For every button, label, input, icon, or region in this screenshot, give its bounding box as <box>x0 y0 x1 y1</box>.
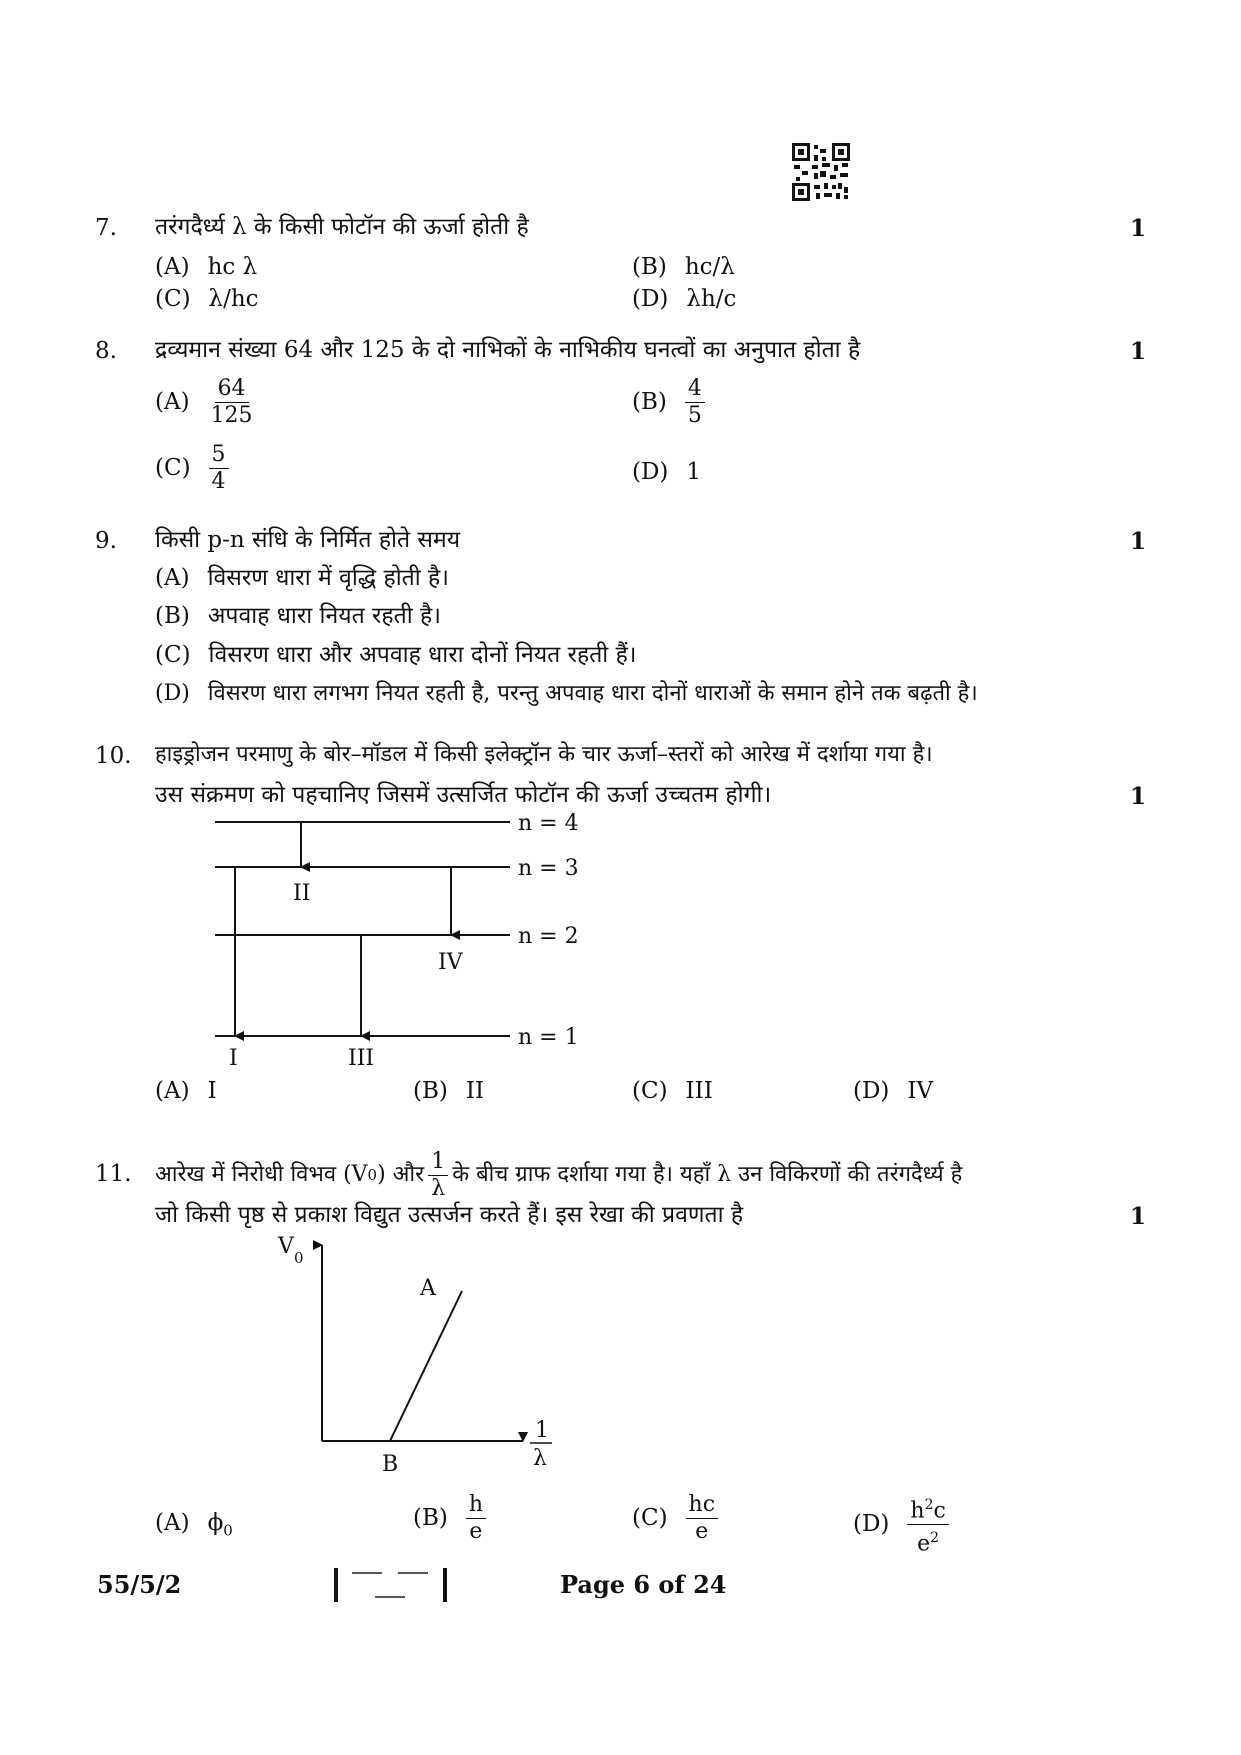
q11-option-a: (A) $\phi_0$ <box>155 1510 233 1540</box>
question-11-number: 11. <box>95 1161 132 1187</box>
point-a-label: A <box>420 1276 436 1301</box>
x-axis-label-num: 1 <box>535 1418 549 1443</box>
level-label-n1: n = 1 <box>518 1025 579 1050</box>
q8-option-a: (A) $\frac{64}{125}$ <box>155 376 253 428</box>
question-11-line2: जो किसी पृष्ठ से प्रकाश विद्युत उत्सर्जन करते हैं। इस रेखा की प्रवणता है <box>155 1202 744 1228</box>
graph-line-ab <box>390 1291 462 1441</box>
transition-label-I: I <box>229 1046 238 1071</box>
question-7-number: 7. <box>95 215 117 241</box>
energy-level-diagram <box>200 810 600 1085</box>
transition-label-III: III <box>348 1046 375 1071</box>
page-number: Page 6 of 24 <box>560 1570 727 1599</box>
transition-label-II: II <box>293 881 311 906</box>
q7-option-d: (D) λh/c <box>632 286 737 312</box>
q11-option-b: (B) $\frac{h}{e}$ <box>413 1492 486 1545</box>
q10-option-b: (B) II <box>413 1078 485 1104</box>
q7-option-a: (A) hc λ <box>155 254 258 280</box>
point-b-label: B <box>382 1452 399 1477</box>
question-11-line1: आरेख में निरोधी विभव (V 0 ) और $\frac{1}{\lambda}$ के बीच ग्राफ दर्शाया गया है। यहाँ λ उन विकिरणों की तरंगदैर्ध्य है <box>155 1148 963 1201</box>
q9-option-b: (B) अपवाह धारा नियत रहती है। <box>155 603 441 629</box>
transition-label-IV: IV <box>438 950 463 975</box>
question-11-marks: 1 <box>1130 1203 1147 1230</box>
stopping-potential-graph <box>270 1225 570 1480</box>
q8-option-c: (C) $\frac{5}{4}$ <box>155 442 229 495</box>
y-axis-subscript: 0 <box>294 1249 304 1267</box>
question-8-text: द्रव्यमान संख्या 64 और 125 के दो नाभिकों के नाभिकीय घनत्वों का अनुपात होता है <box>155 337 861 363</box>
paper-code: 55/5/2 <box>97 1570 182 1599</box>
question-10-marks: 1 <box>1130 783 1147 810</box>
barcode-mark <box>332 1566 452 1604</box>
question-8-number: 8. <box>95 338 117 364</box>
q11-option-c: (C) $\frac{hc}{e}$ <box>632 1492 718 1545</box>
x-axis-label-den: λ <box>533 1446 547 1471</box>
q7-option-b: (B) hc/λ <box>632 254 735 280</box>
q11-option-d: (D) $\frac{h^2c}{e^2}$ <box>853 1492 949 1558</box>
question-8-marks: 1 <box>1130 338 1147 365</box>
y-axis-label: V <box>278 1234 294 1259</box>
question-9-number: 9. <box>95 528 117 554</box>
q9-option-d: (D) विसरण धारा लगभग नियत रहती है, परन्तु अपवाह धारा दोनों धाराओं के समान होने तक बढ़ती है। <box>155 681 978 706</box>
question-10-line2: उस संक्रमण को पहचानिए जिसमें उत्सर्जित फोटॉन की ऊर्जा उच्चतम होगी। <box>155 782 772 808</box>
question-9-text: किसी p-n संधि के निर्मित होते समय <box>155 527 461 553</box>
q10-option-d: (D) IV <box>853 1078 934 1104</box>
level-label-n4: n = 4 <box>518 811 579 836</box>
level-label-n2: n = 2 <box>518 924 579 949</box>
q10-option-a: (A) I <box>155 1078 217 1104</box>
q10-option-c: (C) III <box>632 1078 713 1104</box>
q9-option-a: (A) विसरण धारा में वृद्धि होती है। <box>155 565 449 591</box>
q8-option-d: (D) 1 <box>632 459 702 485</box>
question-9-marks: 1 <box>1130 528 1147 555</box>
question-7-marks: 1 <box>1130 215 1147 242</box>
q8-option-b: (B) $\frac{4}{5}$ <box>632 376 705 429</box>
question-10-line1: हाइड्रोजन परमाणु के बोर–मॉडल में किसी इलेक्ट्रॉन के चार ऊर्जा–स्तरों को आरेख में दर्शाया गया है। <box>155 742 933 767</box>
q7-option-c: (C) λ/hc <box>155 286 259 312</box>
qr-code <box>792 143 850 201</box>
level-label-n3: n = 3 <box>518 856 579 881</box>
q9-option-c: (C) विसरण धारा और अपवाह धारा दोनों नियत रहती हैं। <box>155 642 637 668</box>
question-7-text: तरंगदैर्ध्य λ के किसी फोटॉन की ऊर्जा होती है <box>155 214 529 240</box>
question-10-number: 10. <box>95 743 132 769</box>
